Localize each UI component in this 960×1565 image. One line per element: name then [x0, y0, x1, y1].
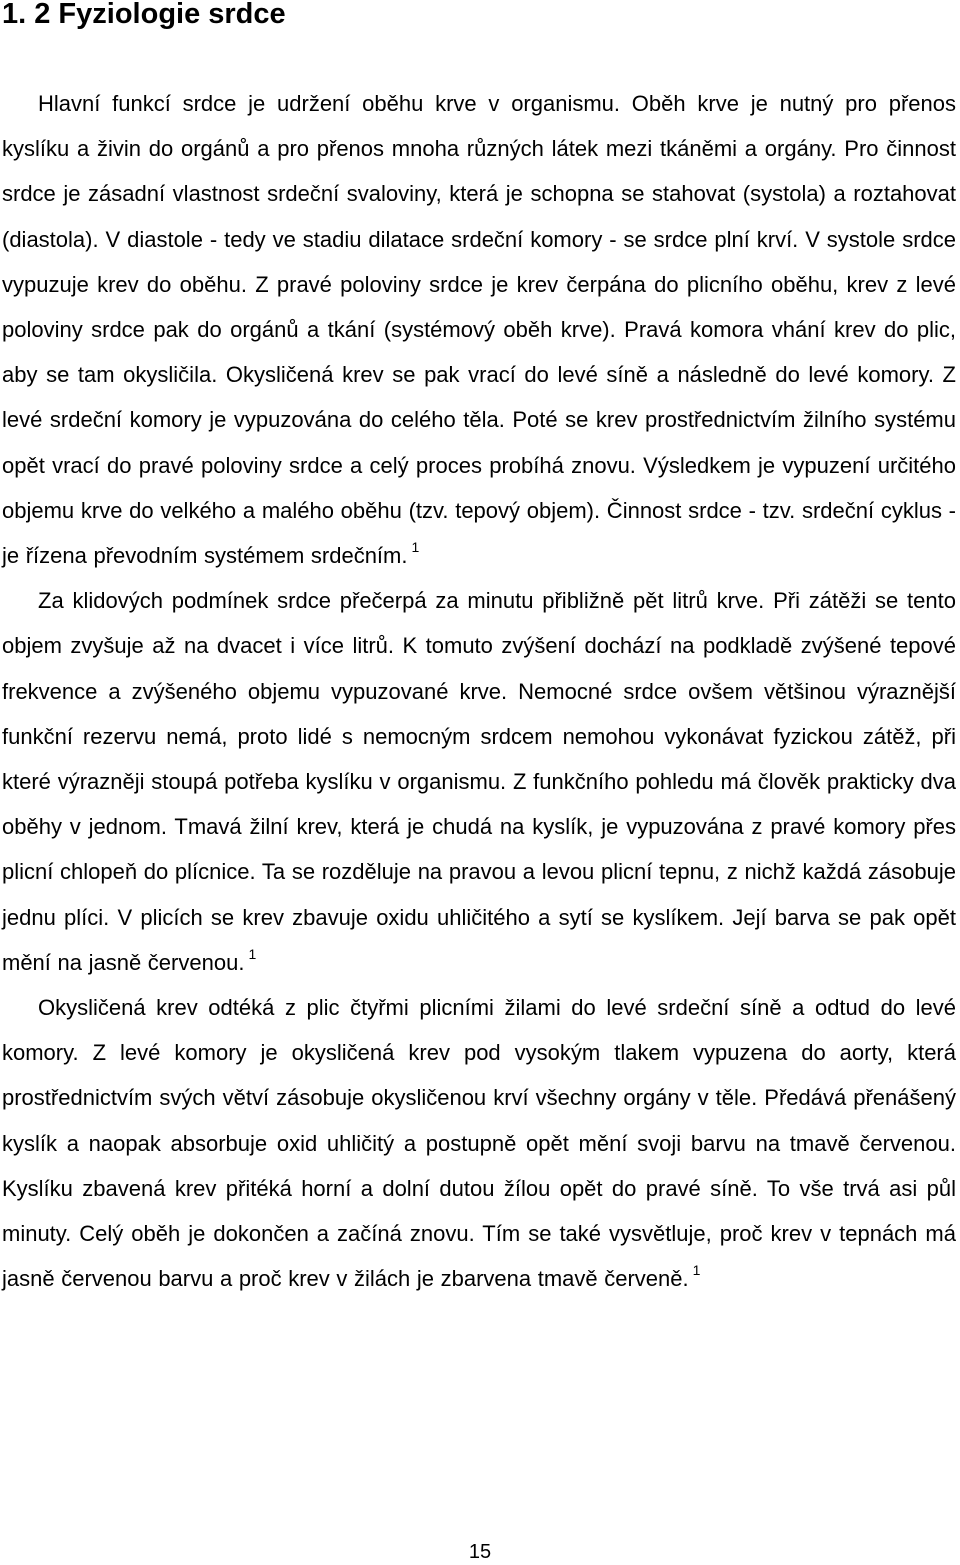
- footnote-marker: 1: [411, 539, 420, 556]
- paragraph-text: Okysličená krev odtéká z plic čtyřmi plicními žilami do levé srdeční síně a odtud do levé komory. Z levé komory je okysličená krev pod vysokým tlakem vypuzena do aorty, která prostřednictvím svých větví zásobuje okysličenou krví všechny orgány v těle. Předává přenášený kyslík a naopak absorbuje oxid uhličitý a postupně opět mění svoji barvu na tmavě červenou. Kyslíku zbavená krev přitéká horní a dolní dutou žílou opět do pravé síně. To vše trvá asi půl minuty. Celý oběh je dokončen a začíná znovu. Tím se také vysvětluje, proč krev v tepnách má jasně červenou barvu a proč krev v žilách je zbarvena tmavě červeně.: [2, 995, 956, 1292]
- section-heading: 1. 2 Fyziologie srdce: [2, 0, 286, 30]
- footnote-marker: 1: [248, 945, 257, 962]
- page-number: 15: [468, 1541, 492, 1563]
- paragraph-text: Hlavní funkcí srdce je udržení oběhu krve v organismu. Oběh krve je nutný pro přenos kyslíku a živin do orgánů a pro přenos mnoha různých látek mezi tkáněmi a orgány. Pro činnost srdce je zásadní vlastnost srdeční svaloviny, která je schopna se stahovat (systola) a roztahovat (diastola). V diastole - tedy ve stadiu dilatace srdeční komory - se srdce plní krví. V systole srdce vypuzuje krev do oběhu. Z pravé poloviny srdce je krev čerpána do plicního oběhu, krev z levé poloviny srdce pak do orgánů a tkání (systémový oběh krve). Pravá komora vhání krev do plic, aby se tam okysličila. Okysličená krev se pak vrací do levé síně a následně do levé komory. Z levé srdeční komory je vypuzována do celého těla. Poté se krev prostřednictvím žilního systému opět vrací do pravé poloviny srdce a celý proces probíhá znovu. Výsledkem je vypuzení určitého objemu krve do velkého a malého oběhu (tzv. tepový objem). Činnost srdce - tzv. srdeční cyklus - je řízena převodním systémem srdečním.: [2, 91, 956, 569]
- body-text: [2, 81, 956, 1301]
- paragraph-cardiac-output: [2, 578, 956, 985]
- paragraph-heart-function: [2, 81, 956, 578]
- paragraph-oxygenated-blood: [2, 985, 956, 1301]
- paragraph-text: Za klidových podmínek srdce přečerpá za minutu přibližně pět litrů krve. Při zátěži se tento objem zvyšuje až na dvacet i více litrů. K tomuto zvýšení dochází na podkladě zvýšené tepové frekvence a zvýšeného objemu vypuzované krve. Nemocné srdce ovšem většinou výraznější funkční rezervu nemá, proto lidé s nemocným srdcem nemohou vykonávat fyzickou zátěž, při které výrazněji stoupá potřeba kyslíku v organismu. Z funkčního pohledu má člověk prakticky dva oběhy v jednom. Tmavá žilní krev, která je chudá na kyslík, je vypuzována z pravé komory přes plicní chlopeň do plícnice. Ta se rozděluje na pravou a levou plicní tepnu, z nichž každá zásobuje jednu plíci. V plicích se krev zbavuje oxidu uhličitého a sytí se kyslíkem. Její barva se pak opět mění na jasně červenou.: [2, 588, 956, 975]
- footnote-marker: 1: [692, 1262, 701, 1279]
